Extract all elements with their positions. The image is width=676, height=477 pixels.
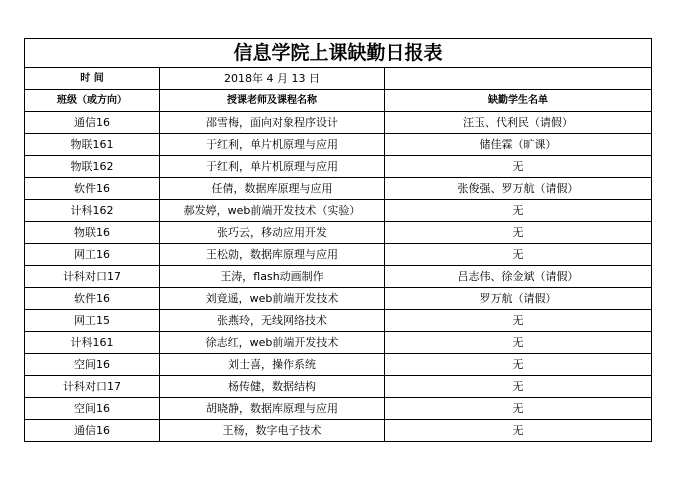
absent-students-cell: 无 bbox=[385, 420, 652, 442]
teacher-course-cell: 王松勍，数据库原理与应用 bbox=[160, 244, 385, 266]
absent-students-cell: 无 bbox=[385, 376, 652, 398]
header-absent: 缺勤学生名单 bbox=[385, 90, 652, 112]
teacher-course-cell: 王杨，数字电子技术 bbox=[160, 420, 385, 442]
teacher-course-cell: 张燕玲，无线网络技术 bbox=[160, 310, 385, 332]
absent-students-cell: 无 bbox=[385, 244, 652, 266]
class-cell: 网工16 bbox=[25, 244, 160, 266]
teacher-course-cell: 于红利，单片机原理与应用 bbox=[160, 134, 385, 156]
class-cell: 通信16 bbox=[25, 420, 160, 442]
class-cell: 物联16 bbox=[25, 222, 160, 244]
header-class: 班级（或方向） bbox=[25, 90, 160, 112]
absent-students-cell: 无 bbox=[385, 222, 652, 244]
date-row-empty-cell bbox=[385, 68, 652, 90]
absent-students-cell: 无 bbox=[385, 354, 652, 376]
absent-students-cell: 吕志伟、徐金斌（请假） bbox=[385, 266, 652, 288]
absent-students-cell: 张俊强、罗万航（请假） bbox=[385, 178, 652, 200]
class-cell: 计科对口17 bbox=[25, 266, 160, 288]
absent-students-cell: 无 bbox=[385, 332, 652, 354]
teacher-course-cell: 胡晓静，数据库原理与应用 bbox=[160, 398, 385, 420]
teacher-course-cell: 于红利，单片机原理与应用 bbox=[160, 156, 385, 178]
date-value: 2018年 4 月 13 日 bbox=[160, 68, 385, 90]
teacher-course-cell: 任倩，数据库原理与应用 bbox=[160, 178, 385, 200]
class-cell: 通信16 bbox=[25, 112, 160, 134]
class-cell: 计科161 bbox=[25, 332, 160, 354]
absent-students-cell: 无 bbox=[385, 156, 652, 178]
header-teacher-course: 授课老师及课程名称 bbox=[160, 90, 385, 112]
date-row bbox=[25, 68, 652, 90]
class-cell: 软件16 bbox=[25, 178, 160, 200]
table-row bbox=[25, 266, 652, 288]
table-row bbox=[25, 398, 652, 420]
class-cell: 计科162 bbox=[25, 200, 160, 222]
class-cell: 空间16 bbox=[25, 354, 160, 376]
time-label: 时 间 bbox=[25, 68, 160, 90]
class-cell: 物联161 bbox=[25, 134, 160, 156]
table-row bbox=[25, 332, 652, 354]
table-row bbox=[25, 222, 652, 244]
absent-students-cell: 无 bbox=[385, 200, 652, 222]
table-row bbox=[25, 244, 652, 266]
title-row bbox=[25, 39, 652, 68]
table-row bbox=[25, 112, 652, 134]
class-cell: 软件16 bbox=[25, 288, 160, 310]
report-title: 信息学院上课缺勤日报表 bbox=[25, 39, 652, 68]
teacher-course-cell: 王涛，flash动画制作 bbox=[160, 266, 385, 288]
table-row bbox=[25, 420, 652, 442]
teacher-course-cell: 徐志红，web前端开发技术 bbox=[160, 332, 385, 354]
absent-students-cell: 汪玉、代利民（请假） bbox=[385, 112, 652, 134]
header-row bbox=[25, 90, 652, 112]
absent-students-cell: 储佳霖（旷课） bbox=[385, 134, 652, 156]
table-row bbox=[25, 200, 652, 222]
class-cell: 网工15 bbox=[25, 310, 160, 332]
class-cell: 空间16 bbox=[25, 398, 160, 420]
class-cell: 物联162 bbox=[25, 156, 160, 178]
table-row bbox=[25, 354, 652, 376]
attendance-report-sheet bbox=[24, 38, 651, 442]
absent-students-cell: 无 bbox=[385, 398, 652, 420]
absent-students-cell: 无 bbox=[385, 310, 652, 332]
table-row bbox=[25, 376, 652, 398]
teacher-course-cell: 郝发婷，web前端开发技术（实验） bbox=[160, 200, 385, 222]
absent-students-cell: 罗万航（请假） bbox=[385, 288, 652, 310]
table-row bbox=[25, 178, 652, 200]
teacher-course-cell: 刘竟遥，web前端开发技术 bbox=[160, 288, 385, 310]
teacher-course-cell: 邵雪梅，面向对象程序设计 bbox=[160, 112, 385, 134]
table-row bbox=[25, 156, 652, 178]
attendance-table bbox=[24, 38, 652, 442]
teacher-course-cell: 刘士喜，操作系统 bbox=[160, 354, 385, 376]
table-row bbox=[25, 288, 652, 310]
table-row bbox=[25, 310, 652, 332]
teacher-course-cell: 张巧云，移动应用开发 bbox=[160, 222, 385, 244]
class-cell: 计科对口17 bbox=[25, 376, 160, 398]
teacher-course-cell: 杨传健，数据结构 bbox=[160, 376, 385, 398]
table-row bbox=[25, 134, 652, 156]
